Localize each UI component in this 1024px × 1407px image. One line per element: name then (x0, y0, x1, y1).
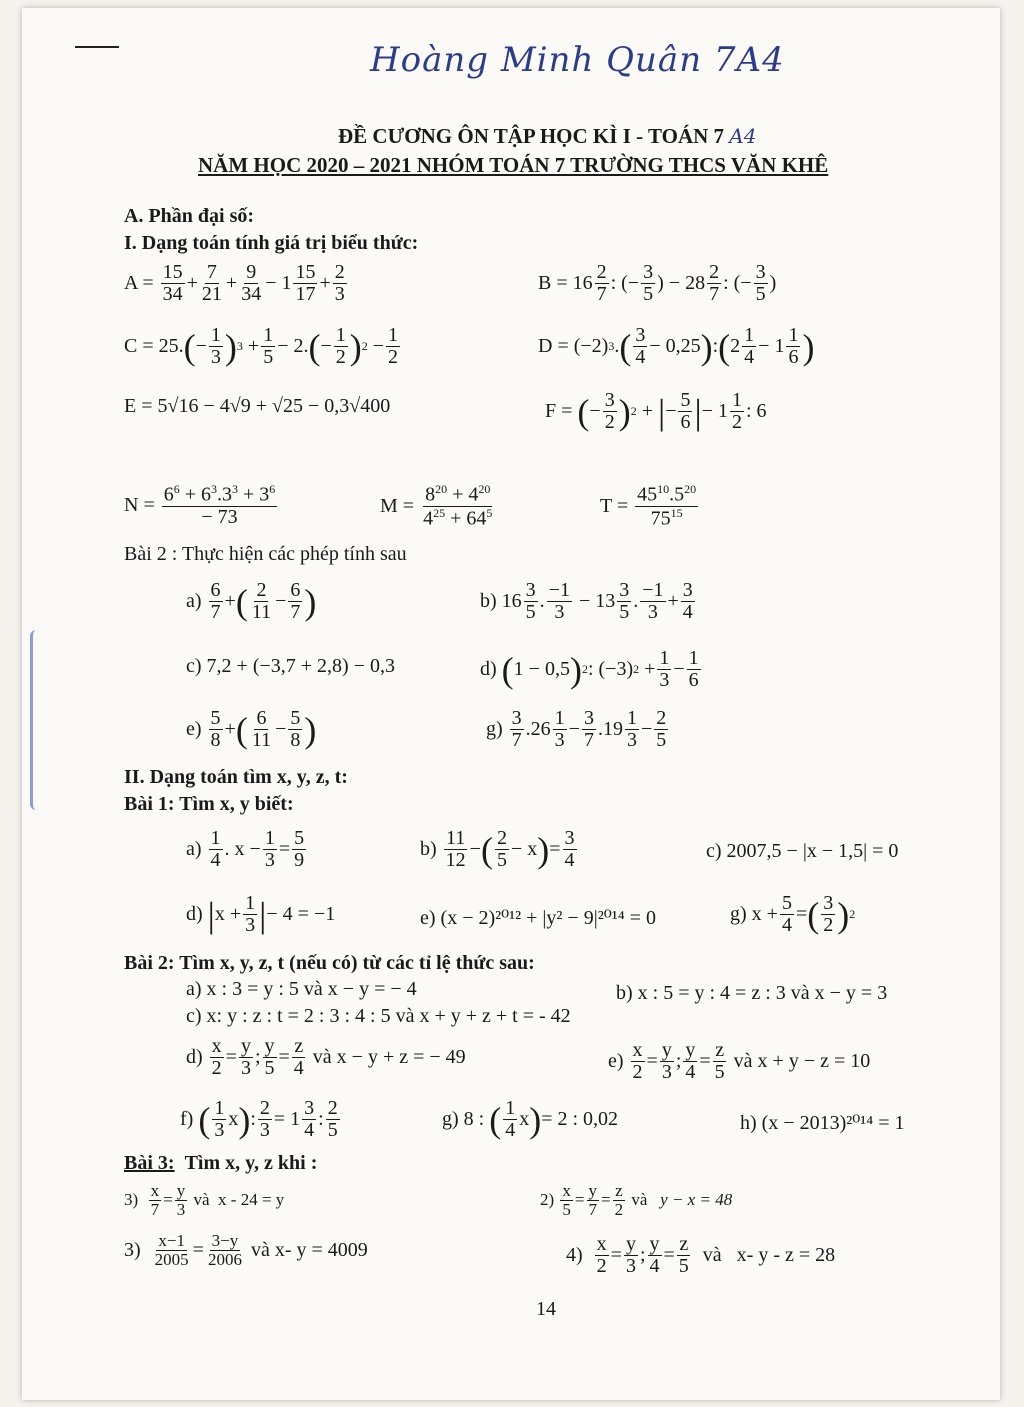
section-1-heading: I. Dạng toán tính giá trị biểu thức: (124, 232, 419, 254)
bai2-d: d) ( 1 − 0,5 ) 2 : (−3) 2 + $\frac{1}{3}$ − $\frac{1}{6}$ (480, 647, 699, 691)
bai2b-heading: Bài 2: Tìm x, y, z, t (nếu có) từ các tỉ lệ thức sau: (124, 952, 535, 974)
bai2b-a: a) x : 3 = y : 5 và x − y = − 4 (186, 978, 417, 1000)
bai3-4: 4) $\frac{x}{2}$ = $\frac{y}{3}$ ; $\frac{y}{4}$ = $\frac{z}{5}$ và x- y - z = 28 (566, 1233, 836, 1277)
top-dash (75, 46, 119, 48)
bai2b-g: g) 8 : ( $\frac{1}{4}$ x ) = 2 : 0,02 (442, 1097, 619, 1141)
bai3-1: 3) $\frac{x}{7}$ = $\frac{y}{3}$ và x - 24 = y (124, 1181, 285, 1219)
bai3-2: 2) $\frac{x}{5}$ = $\frac{y}{7}$ = $\frac{z}{2}$ và y − x = 48 (540, 1181, 733, 1219)
expr-t: T = $\frac{45^{10}.5^{20}}{75^{15}}$ (600, 482, 697, 530)
bai3-heading: Bài 3: Tìm x, y, z khi : (124, 1152, 318, 1174)
bai2-b: b) 16 $\frac{3}{5}$ . $\frac{-1}{3}$ − 13 $\frac{3}{5}$ . $\frac{-1}{3}$ + $\frac{3}{4}$ (480, 579, 693, 623)
bai1-b: b) $\frac{11}{12}$ − ( $\frac{2}{5}$ − x ) = $\frac{3}{4}$ (420, 827, 575, 871)
bai2-c: c) 7,2 + (−3,7 + 2,8) − 0,3 (186, 655, 395, 677)
bai1-c: c) 2007,5 − |x − 1,5| = 0 (706, 840, 899, 862)
bai1-g: g) x + $\frac{5}{4}$ = ( $\frac{3}{2}$ ) 2 (730, 892, 856, 936)
bai1-d: d) | x + $\frac{1}{3}$ | − 4 = −1 (186, 892, 336, 936)
handwritten-name: Hoàng Minh Quân 7A4 (370, 40, 785, 80)
bai2-e: e) $\frac{5}{8}$ + ( $\frac{6}{11}$ − $\frac{5}{8}$ ) (186, 707, 317, 751)
bai2-a: a) $\frac{6}{7}$ + ( $\frac{2}{11}$ − $\frac{6}{7}$ ) (186, 579, 317, 623)
expr-c: C = 25. ( − $\frac{1}{3}$ ) 3 + $\frac{1}{5}$ − 2. ( − $\frac{1}{2}$ ) 2 − $\frac{1}{2}$ (124, 324, 399, 368)
expr-f: F = ( − $\frac{3}{2}$ ) 2 + | − $\frac{5}{6}$ | − 1 $\frac{1}{2}$ : 6 (545, 389, 767, 433)
expr-a: A = $\frac{15}{34}$ + $\frac{7}{21}$ + $\frac{9}{34}$ − 1 $\frac{15}{17}$ + $\frac{2}{3}$ (124, 261, 345, 305)
bai2b-h: h) (x − 2013)²⁰¹⁴ = 1 (740, 1112, 905, 1134)
expr-d: D = (−2) 3 . ( $\frac{3}{4}$ − 0,25 ) : ( 2 $\frac{1}{4}$ − 1 $\frac{1}{6}$ ) (538, 324, 815, 368)
bai3-3: 3) $\frac{x-1}{2005}$ = $\frac{3-y}{2006}$ và x- y = 4009 (124, 1231, 368, 1269)
bai2b-e: e) $\frac{x}{2}$ = $\frac{y}{3}$ ; $\frac{y}{4}$ = $\frac{z}{5}$ và x + y − z = 10 (608, 1039, 871, 1083)
bai2-g: g) $\frac{3}{7}$ .26 $\frac{1}{3}$ − $\frac{3}{7}$ .19 $\frac{1}{3}$ − $\frac{2}{5}$ (486, 707, 667, 751)
expr-m: M = $\frac{8^{20} + 4^{20}}{4^{25} + 64^5}$ (380, 482, 493, 530)
bai2b-f: f) ( $\frac{1}{3}$ x ) : $\frac{2}{3}$ = 1 $\frac{3}{4}$ : $\frac{2}{5}$ (180, 1097, 338, 1141)
header-line2: NĂM HỌC 2020 – 2021 NHÓM TOÁN 7 TRƯỜNG THCS VĂN KHÊ (198, 153, 829, 177)
bai2-heading: Bài 2 : Thực hiện các phép tính sau (124, 543, 407, 565)
part-a-heading: A. Phần đại số: (124, 205, 255, 227)
expr-b: B = 16 $\frac{2}{7}$ : (− $\frac{3}{5}$ ) − 28 $\frac{2}{7}$ : (− $\frac{3}{5}$ ) (538, 261, 777, 305)
bai1-a: a) $\frac{1}{4}$ . x − $\frac{1}{3}$ = $\frac{5}{9}$ (186, 827, 305, 871)
expr-e: E = 5√16 − 4√9 + √25 − 0,3√400 (124, 395, 391, 417)
page-number: 14 (536, 1298, 556, 1320)
expr-n: N = $\frac{6^6 + 6^3.3^3 + 3^6}{- 73}$ (124, 482, 276, 528)
bai2b-b: b) x : 5 = y : 4 = z : 3 và x − y = 3 (616, 982, 888, 1004)
header-line1: ĐỀ CƯƠNG ÔN TẬP HỌC KÌ I - TOÁN 7 A4 (338, 124, 757, 148)
bai1-e: e) (x − 2)²⁰¹² + |y² − 9|²⁰¹⁴ = 0 (420, 907, 656, 929)
bai2b-d: d) $\frac{x}{2}$ = $\frac{y}{3}$ ; $\frac{y}{5}$ = $\frac{z}{4}$ và x − y + z = − 49 (186, 1035, 466, 1079)
bai1-heading: Bài 1: Tìm x, y biết: (124, 793, 294, 815)
binder-mark (30, 630, 43, 810)
section-2-heading: II. Dạng toán tìm x, y, z, t: (124, 766, 348, 788)
bai2b-c: c) x: y : z : t = 2 : 3 : 4 : 5 và x + y + z + t = - 42 (186, 1005, 571, 1027)
